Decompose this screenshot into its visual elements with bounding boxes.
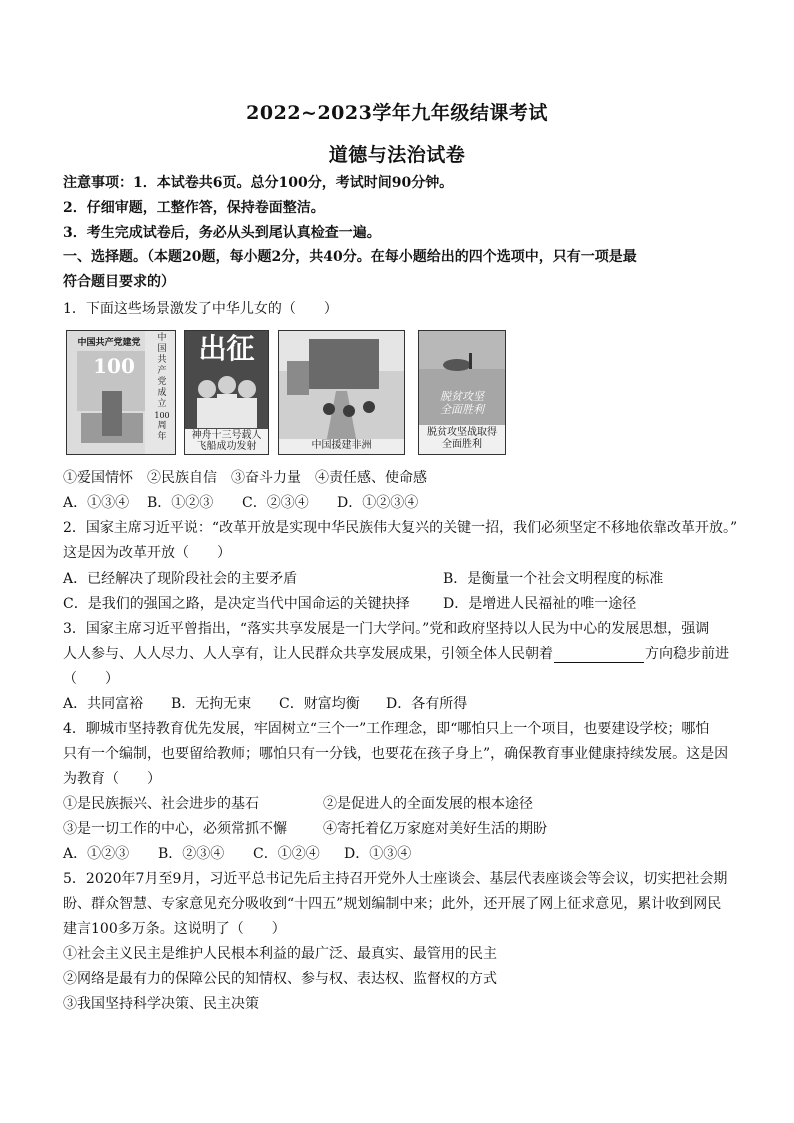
q4-item-3: ③是一切工作的中心，必须常抓不懈 xyxy=(63,821,287,837)
img1-number: 100 xyxy=(93,354,135,378)
q3-stem-2b: 方向稳步前进 xyxy=(645,646,729,662)
q1-options xyxy=(63,494,418,512)
q1-stem: 1．下面这些场景激发了中华儿女的（ ） xyxy=(63,301,338,317)
railway-graphic xyxy=(279,331,404,454)
q3-option-d[interactable]: D．各有所得 xyxy=(386,696,468,712)
img4-text-1: 脱贫攻坚 xyxy=(440,390,484,403)
q4-options xyxy=(63,845,411,863)
q2-option-a[interactable]: A．已经解决了现阶段社会的主要矛盾 xyxy=(63,571,298,587)
section-heading-line-2: 符合题目要求的） xyxy=(63,274,175,290)
shenzhou-launch-image xyxy=(184,330,269,455)
q3-options xyxy=(63,695,467,713)
img1-top-text: 中国共产党建党 xyxy=(77,338,141,348)
notes-line-1 xyxy=(63,174,453,192)
img1-char: 成 xyxy=(157,388,167,398)
img1-vertical-text xyxy=(151,333,173,443)
img1-char: 国 xyxy=(157,344,167,354)
q4-item-4: ④寄托着亿万家庭对美好生活的期盼 xyxy=(323,821,547,837)
poverty-alleviation-image xyxy=(418,330,506,455)
img4-text-2: 全面胜利 xyxy=(440,403,484,416)
q5-stem-3: 建言100多万条。这说明了（ ） xyxy=(63,921,286,937)
q4-option-c[interactable]: C．①②④ xyxy=(253,846,320,862)
q4-item-2: ②是促进人的全面发展的根本途径 xyxy=(323,796,533,812)
q4-stem-3: 为教育（ ） xyxy=(63,771,161,787)
africa-railway-image xyxy=(278,330,405,455)
q4-option-b[interactable]: B．②③④ xyxy=(158,846,225,862)
img1-char: 中 xyxy=(157,333,167,343)
q4-stem-1: 4．聊城市坚持教育优先发展，牢固树立“三个一”工作理念，即“哪怕只上一个项目，也要建设学校；哪怕 xyxy=(63,721,710,737)
q5-item-2: ②网络是最有力的保障公民的知情权、参与权、表达权、监督权的方式 xyxy=(63,971,497,987)
img1-char: 产 xyxy=(157,366,167,376)
img4-caption-2: 全面胜利 xyxy=(442,439,482,450)
img1-char: 共 xyxy=(157,355,167,365)
img1-char: 100 xyxy=(154,411,170,420)
section-heading-line-1: 一、选择题。（本题20题，每小题2分，共40分。在每小题给出的四个选项中，只有一项是最 xyxy=(63,249,637,265)
q5-item-3: ③我国坚持科学决策、民主决策 xyxy=(63,996,259,1012)
q2-option-b[interactable]: B．是衡量一个社会文明程度的标准 xyxy=(443,571,664,587)
q2-option-d[interactable]: D．是增进人民福祉的唯一途径 xyxy=(443,596,637,612)
q2-stem-2: 这是因为改革开放（ ） xyxy=(63,545,231,561)
note-3: 3．考生完成试卷后，务必从头到尾认真检查一遍。 xyxy=(63,225,381,241)
note-2: 2．仔细审题，工整作答，保持卷面整洁。 xyxy=(63,200,325,216)
note-1: 1．本试卷共6页。总分100分，考试时间90分钟。 xyxy=(133,175,454,191)
q2-option-c[interactable]: C．是我们的强国之路，是决定当代中国命运的关键抉择 xyxy=(63,596,410,612)
q2-stem-1: 2．国家主席习近平说：“改革开放是实现中华民族伟大复兴的关键一招，我们必须坚定不移地依靠改革开放。” xyxy=(63,520,738,536)
q3-stem-3: （ ） xyxy=(63,671,119,687)
q4-item-1: ①是民族振兴、社会进步的基石 xyxy=(63,796,259,812)
q4-stem-2: 只有一个编制，也要留给教师；哪怕只有一分钱，也要花在孩子身上”，确保教育事业健康持续发展。这是因 xyxy=(63,746,729,762)
img1-char: 周 xyxy=(157,421,167,431)
q1-items: ①爱国情怀 ②民族自信 ③奋斗力量 ④责任感、使命感 xyxy=(63,470,427,486)
q3-stem-2a: 人人参与、人人尽力、人人享有，让人民群众共享发展成果，引领全体人民朝着 xyxy=(63,646,553,662)
notes-lead: 注意事项： xyxy=(63,175,133,191)
img2-title: 出征 xyxy=(198,332,255,365)
img3-caption: 中国援建非洲 xyxy=(311,440,372,451)
q3-stem-2 xyxy=(63,645,729,663)
img1-char: 立 xyxy=(157,399,167,409)
q1-image-strip xyxy=(66,330,506,455)
q4-option-d[interactable]: D．①③④ xyxy=(344,846,412,862)
img2-caption-2: 飞船成功发射 xyxy=(196,441,257,452)
q1-option-d[interactable]: D．①②③④ xyxy=(337,495,419,511)
q4-option-a[interactable]: A．①②③ xyxy=(63,846,130,862)
q1-option-b[interactable]: B．①②③ xyxy=(147,495,214,511)
cpc-centenary-image xyxy=(66,330,176,455)
q1-option-a[interactable]: A．①③④ xyxy=(63,495,130,511)
q5-stem-1: 5．2020年7月至9月，习近平总书记先后主持召开党外人士座谈会、基层代表座谈会等会议，切实把社会期 xyxy=(63,871,728,887)
q3-option-c[interactable]: C．财富均衡 xyxy=(279,696,360,712)
q3-option-b[interactable]: B．无拘无束 xyxy=(171,696,252,712)
q5-stem-2: 盼、群众智慧、专家意见充分吸收到“十四五”规划编制中来；此外，还开展了网上征求意见，累计收到网民 xyxy=(63,896,722,912)
img2-caption-1: 神舟十三号载人 xyxy=(191,430,262,441)
exam-title: 2022~2023学年九年级结课考试 xyxy=(246,102,548,124)
q3-answer-blank xyxy=(554,648,644,663)
q3-stem-1: 3．国家主席习近平曾指出，“落实共享发展是一门大学问。”党和政府坚持以人民为中心的发展思想，强调 xyxy=(63,621,710,637)
q5-item-1: ①社会主义民主是维护人民根本利益的最广泛、最真实、最管用的民主 xyxy=(63,946,497,962)
q3-option-a[interactable]: A．共同富裕 xyxy=(63,696,144,712)
img1-char: 党 xyxy=(157,377,167,387)
q1-option-c[interactable]: C．②③④ xyxy=(242,495,309,511)
img4-caption-1: 脱贫攻坚战取得 xyxy=(427,427,497,438)
exam-subtitle: 道德与法治试卷 xyxy=(328,144,466,166)
img1-char: 年 xyxy=(157,432,167,442)
